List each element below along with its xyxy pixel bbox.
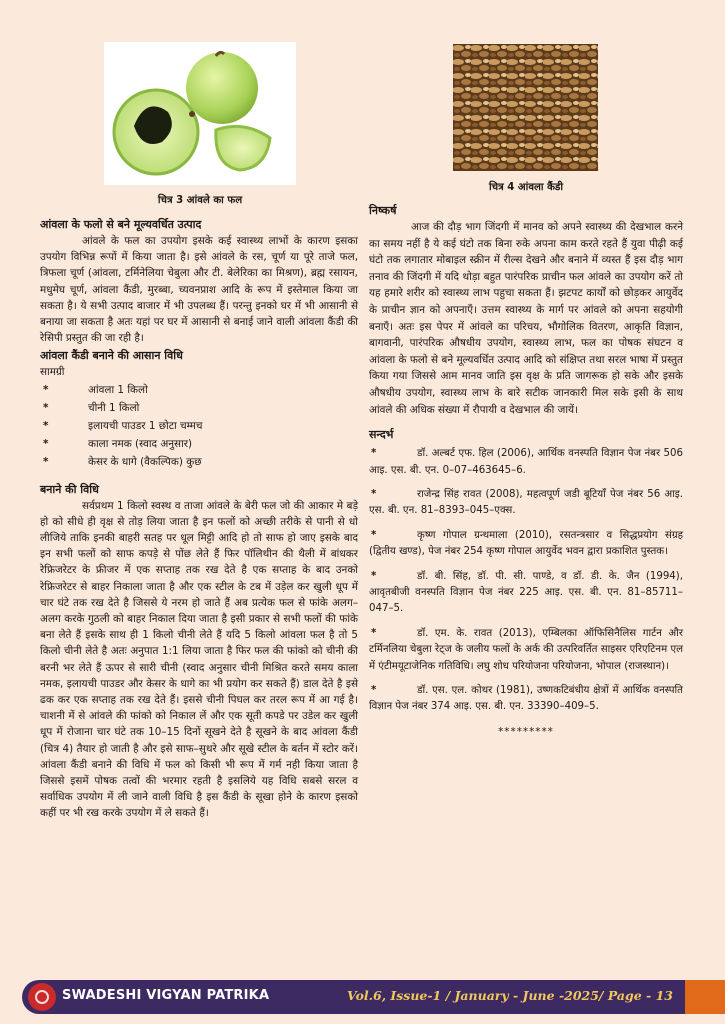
reference-item: * डॉ. एस. एल. कोथर (1981), उष्णकटिबंधीय क्षेत्रों में आर्थिक वनस्पति विज्ञान पेज नंबर 374 आइ. एस. बी. एन. 33390–409–5. [369,685,683,713]
figure-3-caption: चित्र 3 आंवले का फल [157,195,243,206]
ingredients-list [40,381,358,471]
section-heading-method: बनाने की विधि [40,482,99,496]
amla-candy-photo [453,44,598,171]
amla-fruit-illustration [104,42,296,185]
list-item: * इलायची पाउडर 1 छोटा चम्मच [40,417,358,435]
conclusion-paragraph: आज की दौड़ भाग जिंदगी में मानव को अपने स्वास्थ्य की देखभाल करने का समय नहीं है ये कई घंटो तक बिना रुके अपना काम करते रहते हैं युवा पीढ़ी कई घंटो तक लगातार मोबाइल स्क्रीन में रील्स देखने और बनाने में व्यस्त हैं इस दौड़ भाग तनाव की जिंदगी में यदि थोड़ा बहुत पारंपरिक प्राचीन फल आंवले का उपयोग करें तो यह हमारे शरीर को स्वास्थ्य लाभ पहुचा सकता हैं। झटपट कार्यों को छोड़कर आयुर्वेद के प्राचीन ज्ञान को अपनाएँ। उत्तम स्वास्थ्य के मार्ग पर आंवले को अपना सहयोगी बनाएँ। अतः इस पेपर में आंवले का परिचय, भौगोलिक वितरण, आकृति विज्ञान, बागवानी, पारंपरिक औषधीय उपयोग, स्वास्थ्य लाभ, फल का पोषक संघटन व आंवला के फलो से बने मूल्यवर्धित उत्पाद आदि को संक्षिप्त तथा सरल भाषा में प्रस्तुत किया गया जिससे आम मानव जाति इस वृक्ष के प्रति जागरूक हो सके और इसके औषधीय उपयोग, स्वास्थ्य लाभ के बारे सटीक जानकारी मिल सके इसी के साथ आंवले की अधिक संख्या में रौपायी व देखभाल की जायें। [369,221,683,416]
amla-candy-illustration [453,44,598,171]
issue-info: Vol.6, Issue-1 / January - June -2025/ Page - 13 [347,988,673,1003]
list-item: * केसर के धागे (वैकल्पिक) कुछ [40,453,358,471]
figure-4-caption: चित्र 4 आंवला कैंडी [489,182,563,193]
journal-name: SWADESHI VIGYAN PATRIKA [62,988,270,1003]
section-heading-conclusion: निष्कर्ष [369,204,397,217]
reference-item: * डॉ. अल्बर्ट एफ. हिल (2006), आर्थिक वनस्पति विज्ञान पेज नंबर 506 आइ. एस. बी. एन. 0–07–463645–6. [369,448,683,476]
right-column [369,202,683,740]
list-item: * काला नमक (स्वाद अनुसार) [40,435,358,453]
references-list [369,446,683,716]
section-heading-candy-recipe: आंवला कैंडी बनाने की आसान विधि [40,349,183,363]
section-heading-references: सन्दर्भ [369,428,394,442]
amla-fruit-photo [104,42,296,185]
left-column [40,216,358,822]
footer-accent [685,980,725,1014]
list-item: * आंवला 1 किलो [40,381,358,399]
list-item: * चीनी 1 किलो [40,399,358,417]
end-mark: ********* [498,725,554,738]
journal-logo-icon [28,983,56,1011]
reference-item: * डॉ. बी. सिंह, डॉ. पी. सी. पाण्डे, व डॉ. डी. के. जैन (1994), आवृतबीजी वनस्पति विज्ञान पेज नंबर 225 आइ. एस. बी. एन. 81–85711–047–5. [369,570,683,615]
reference-item: * राजेन्द्र सिंह रावत (2008), महत्वपूर्ण जडी बूटियॉं पेज नंबर 56 आइ. एस. बी. एन. 81–8393–045–एक्स. [369,488,683,517]
section-heading-value-added-products: आंवला के फलो से बने मूल्यवर्धित उत्पाद [40,218,202,231]
reference-item: * कृष्ण गोपाल ग्रन्थमाला (2010), रसतन्त्रसार व सिद्धप्रयोग संग्रह (द्वितीय खण्ड), पेज नंबर 254 कृष्ण गोपाल आयुर्वेद भवन द्वारा प्रकाशित पुस्तक। [369,529,683,558]
ingredients-label: सामग्री [40,366,65,379]
reference-item: * डॉ. एम. के. रावत (2013), एम्बिलका ऑफिसिनैलिस गार्टन और टर्मिनलिया चेबुला रेट्ज के जलीय फलों के अर्क की उत्परिवर्तित साइसर एरिएटिनम एल में एंटीमयूटाजेनिक गतिविधि। लघु शोध परियोजना परियोजना, भोपाल (राजस्थान)। [369,627,683,672]
method-paragraph: सर्वप्रथम 1 किलो स्वस्थ व ताजा आंवले के बेरी फल जो की आकार मे बड़े हो को सीधे ही वृक्ष से तोड़ लिया जाता है इन फलों को अच्छी तरीके से पानी से धो लीजिये ताकि इनकी बाहरी सतह पर धूल मिट्टी आदि हो तो साफ हो जाए इसके बाद इन सभी फलों को साफ कपड़े से पोंछ लेते हैं फिर पॉलिथीन की थैली में बांधकर रेफ्रिजरेटर के फ्रीजर में एक सप्ताह तक रख देते है एक सप्ताह के बाद उनको रेफ्रिजरेटर से बाहर निकाला जाता है और एक स्टील के टब में उड़ेल कर खुली धूप में चार घंटे तक रख देते है जिससे ये नरम हो जाते हैं अब प्रत्येक फल से फांके अलग–अलग करके गुठली को बाहर निकाल दिया जाता है इसी प्रकार से सभी फलों की फांके बना लेते हैं इसके साथ ही 1 किलो चीनी लेते हैं यदि 5 किलो आंवला फल है तो 5 किलो चीनी लेते है अतः अनुपात 1:1 लिया जाता है फिर फल की फांको को चीनी की बरनी भर लेते हैं ऊपर से सारी चीनी (स्वाद अनुसार चीनी मिश्रित करते समय काला नमक, इलायची पाउडर और केसर के धागे का भी प्रयोग कर सकते हैं) डाल देते है इसे ढक कर एक सप्ताह तक रख देते हैं। इससे चीनी पिघल कर तरल रूप में आ गई है। चाशनी में से आंवले की फांको को निकाल लें और एक सूती कपडे पर उडेल कर खुली धूप में रोजाना चार घंटे तक 10–15 दिनों सूखने देते है सूखने के बाद आंवला कैंडी (चित्र 4) तैयार हो जाती है और इसे साफ–सुथरे और सूखे स्टील के बर्तन में स्टोर करें। आंवला कैंडी बनाने की विधि में फल को किसी भी रूप में गर्म नही किया जाता है जिससे इसमें पोषक तत्वों की भरमार रहती है इसलिये यह विधि सबसे सरल व सर्वाधिक उपयोग में ली जाने वाली विधि है इस कैंडी के सूखा होने के कारण इसको कहीं पर भी रख करके उपयोग में ले सकते हैं। [40,499,358,820]
page-footer [22,980,725,1014]
value-added-products-paragraph: आंवले के फल का उपयोग इसके कई स्वास्थ्य लाभों के कारण इसका उपयोग विभिन्न रूपों में किया जाता है। इसे आंवले के रस, चूर्ण या पूरे ताजे फल, त्रिफला चूर्ण (आंवला, टर्मिनेलिया चेबुला और टी. बेलेरिका का मिश्रण), ब्रह्म रसायन, मधुमेघ चूर्ण, आंवला कैंडी, मुरब्बा, च्यवनप्राश आदि के रूप में इस्तेमाल किया जा सकता है। ये सभी उत्पाद बाजार में भी उपलब्ध हैं। परन्तु इनको घर में भी आसानी से बनाया जा सकता है अतः यहां पर घर में आसानी से बनाई जाने वाली आंवला कैंडी की रेसिपी प्रस्तुत की जा रही है। [40,235,358,345]
